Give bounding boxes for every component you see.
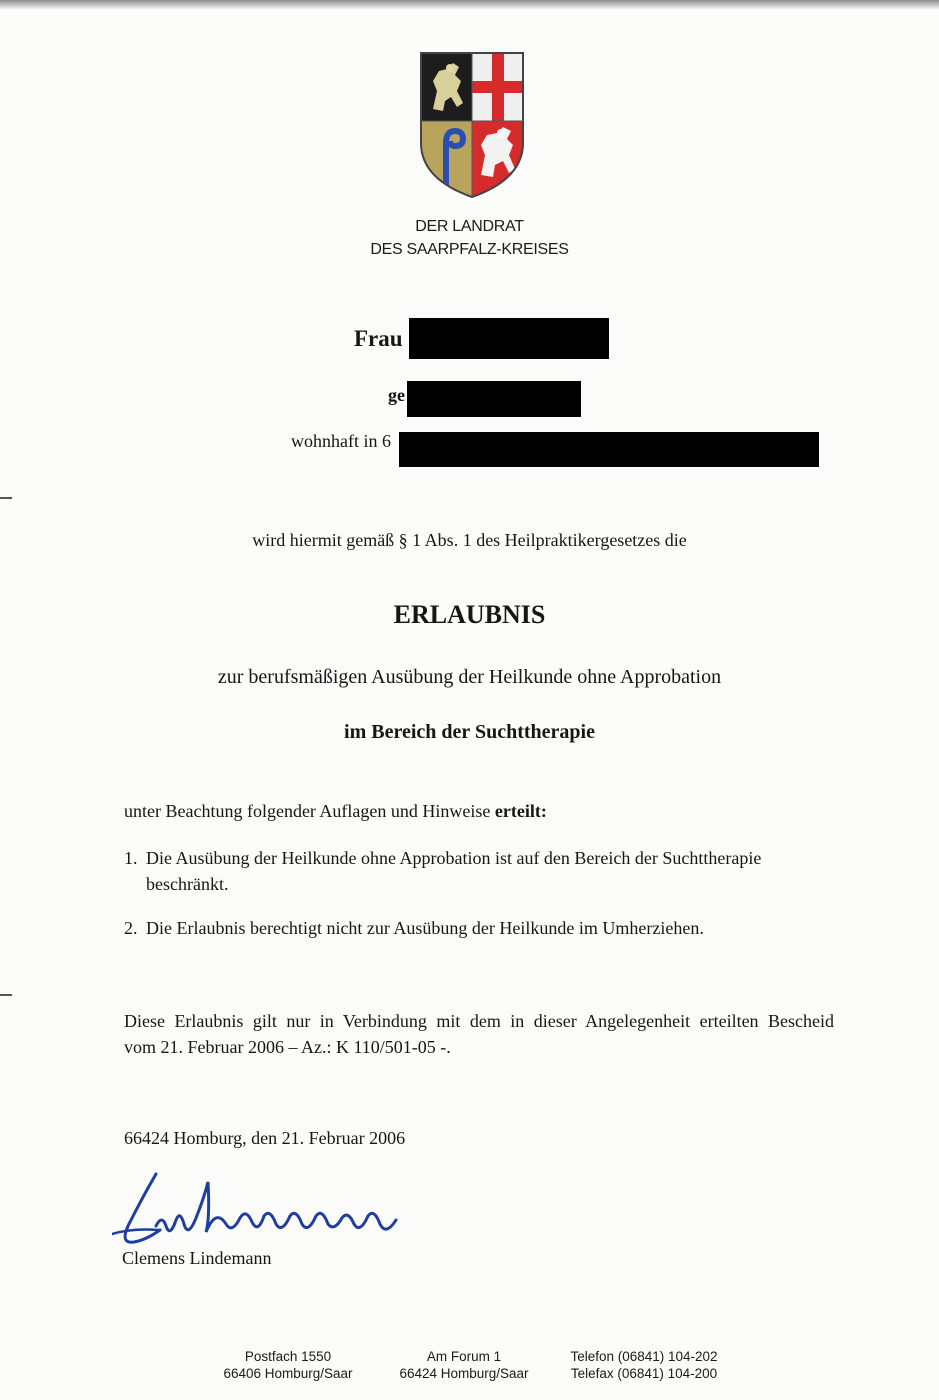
condition-number: 1. [124,848,138,868]
condition-text: Die Ausübung der Heilkunde ohne Approbation ist auf den Bereich der Suchttherapie beschränkt. [146,848,762,894]
authority-title-line1: DER LANDRAT [415,218,524,235]
fold-mark [0,994,12,996]
conditions-intro [124,801,547,822]
validity-note-line2: vom 21. Februar 2006 – Az.: K 110/501-05 -. [124,1037,451,1057]
address-redaction [399,432,819,467]
footer-street-line1: Am Forum 1 [426,1349,502,1364]
condition-number: 2. [124,918,138,938]
condition-text: Die Erlaubnis berechtigt nicht zur Ausübung der Heilkunde im Umherziehen. [146,918,704,938]
signatory-name: Clemens Lindemann [122,1248,272,1268]
footer-postal-line2: 66406 Homburg/Saar [223,1366,353,1381]
conditions-intro-text: unter Beachtung folgender Auflagen und Hinweise [124,801,495,821]
coat-of-arms-emblem [419,51,525,199]
footer-postal-line1: Postfach 1550 [244,1349,332,1364]
place-date: 66424 Homburg, den 21. Februar 2006 [124,1128,406,1148]
handwritten-signature [112,1168,412,1258]
footer-phone: Telefon (06841) 104-202 [570,1349,718,1364]
footer-fax: Telefax (06841) 104-200 [570,1366,718,1381]
birth-name-redaction [407,381,581,417]
scan-top-edge [0,0,939,9]
certificate-scope: im Bereich der Suchttherapie [344,721,595,743]
recipient-salutation: Frau [354,326,403,351]
footer-street-line2: 66424 Homburg/Saar [399,1366,529,1381]
birth-name-prefix: ge [388,385,405,405]
certificate-subtitle: zur berufsmäßigen Ausübung der Heilkunde ohne Approbation [217,666,722,688]
certificate-title: ERLAUBNIS [393,600,546,629]
residence-prefix: wohnhaft in 6 [291,431,391,451]
recipient-name-redaction [409,318,609,359]
fold-mark [0,497,12,499]
authority-title-line2: DES SAARPFALZ-KREISES [370,241,569,258]
footer-street-address [374,1348,554,1382]
conditions-intro-bold: erteilt: [494,801,547,821]
footer-contact [554,1348,734,1382]
validity-note-line1: Diese Erlaubnis gilt nur in Verbindung mit dem in dieser Angelegenheit erteilten Bescheid [124,1011,834,1031]
footer-postal-address [198,1348,378,1382]
certificate-intro: wird hiermit gemäß § 1 Abs. 1 des Heilpraktikergesetzes die [252,530,687,550]
